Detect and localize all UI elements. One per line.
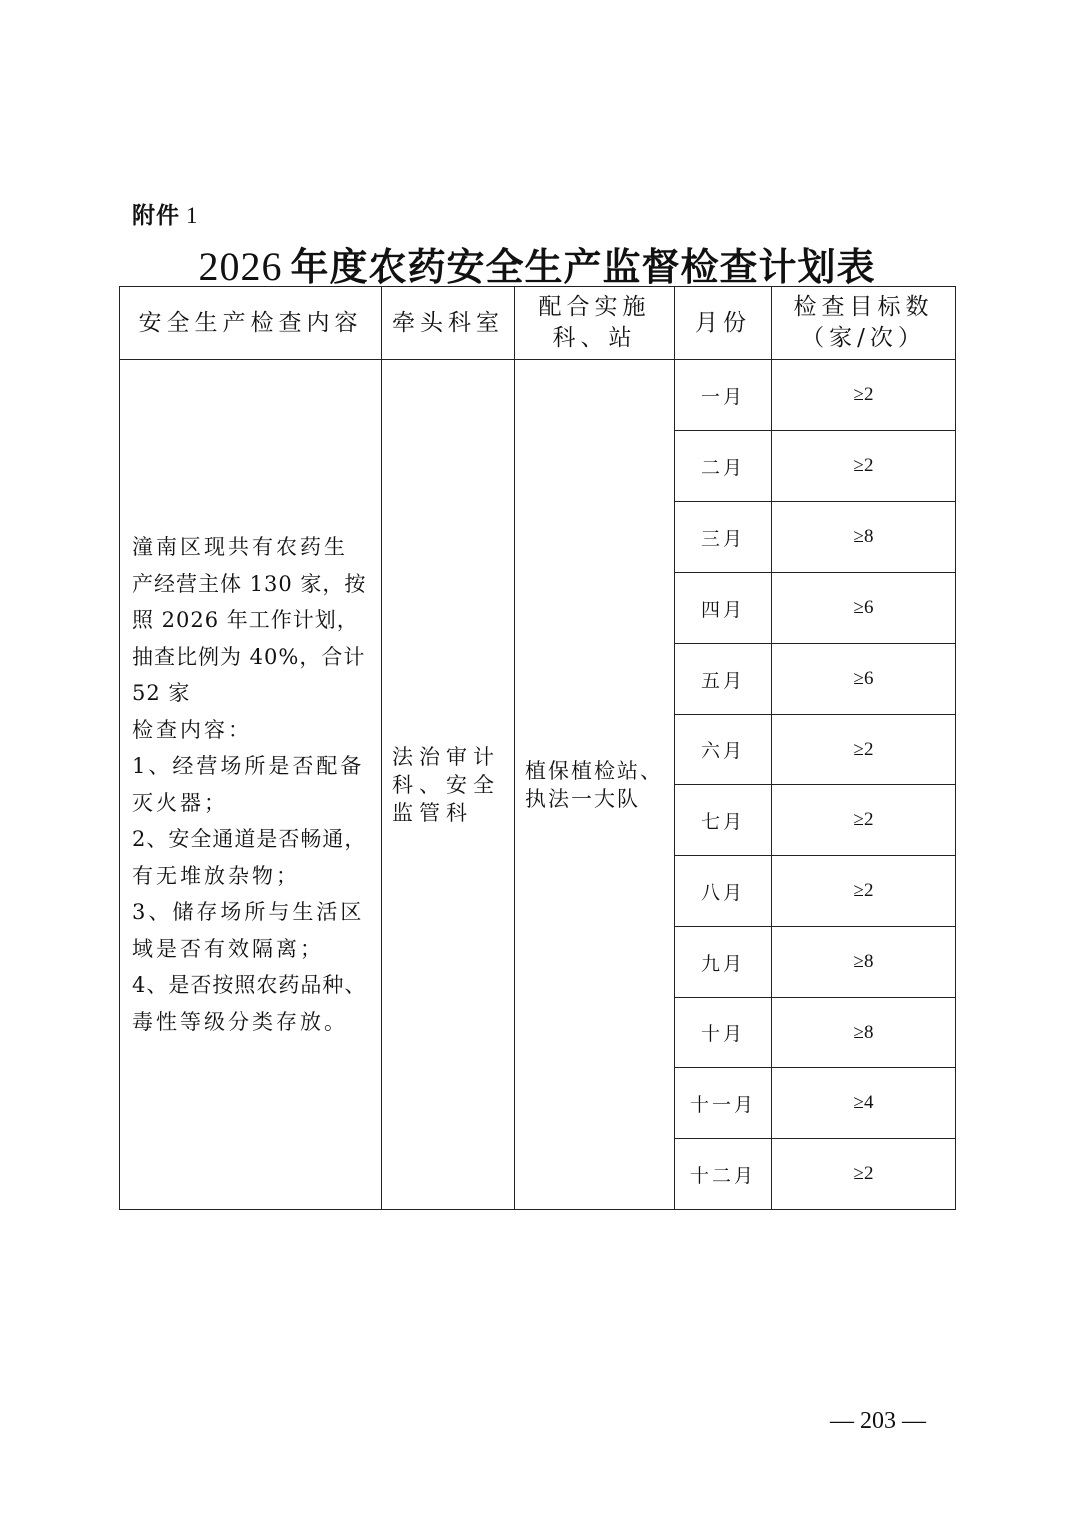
content-line: 1、经营场所是否配备 bbox=[132, 754, 365, 778]
target-cell: ≥2 bbox=[772, 856, 956, 927]
target-cell: ≥8 bbox=[772, 927, 956, 998]
header-target bbox=[772, 287, 956, 360]
target-cell: ≥8 bbox=[772, 502, 956, 573]
lead-dept-line: 科、安全 bbox=[392, 772, 500, 797]
header-target-line2: （家/次） bbox=[801, 325, 926, 351]
inspection-content-cell bbox=[120, 360, 382, 1210]
month-cell: 二月 bbox=[675, 431, 772, 502]
page-number: — 203 — bbox=[830, 1408, 926, 1434]
month-cell: 四月 bbox=[675, 573, 772, 644]
table-header-row bbox=[120, 287, 956, 360]
content-line: 52 家 bbox=[132, 681, 191, 705]
title-text: 年度农药安全生产监督检查计划表 bbox=[290, 245, 876, 289]
target-cell: ≥2 bbox=[772, 1139, 956, 1210]
document-title bbox=[0, 236, 1074, 291]
header-lead-dept: 牵头科室 bbox=[382, 287, 515, 360]
header-coop-line1: 配合实施 bbox=[538, 294, 651, 320]
inspection-plan-table bbox=[119, 286, 956, 1210]
target-cell: ≥6 bbox=[772, 644, 956, 715]
content-line: 4、是否按照农药品种、 bbox=[132, 973, 367, 997]
header-coop bbox=[515, 287, 675, 360]
content-line: 检查内容： bbox=[132, 717, 252, 742]
header-month: 月份 bbox=[675, 287, 772, 360]
attachment-text: 附件 bbox=[132, 203, 180, 229]
content-line: 灭火器； bbox=[132, 790, 228, 815]
lead-dept-line: 法治审计 bbox=[392, 744, 500, 769]
content-line: 毒性等级分类存放。 bbox=[132, 1009, 348, 1034]
table-row bbox=[120, 360, 956, 431]
content-line: 3、储存场所与生活区 bbox=[132, 900, 365, 924]
lead-dept-line: 监管科 bbox=[392, 800, 473, 825]
target-cell: ≥2 bbox=[772, 715, 956, 785]
coop-dept-cell bbox=[515, 360, 675, 1210]
month-cell: 六月 bbox=[675, 715, 772, 785]
content-line: 抽查比例为 40%，合计 bbox=[132, 644, 366, 669]
month-cell: 三月 bbox=[675, 502, 772, 573]
content-line: 照 2026 年工作计划， bbox=[132, 608, 359, 632]
target-cell: ≥2 bbox=[772, 785, 956, 856]
content-line: 有无堆放杂物； bbox=[132, 863, 300, 888]
content-line: 2、安全通道是否畅通， bbox=[132, 827, 367, 851]
content-line: 产经营主体 130 家，按 bbox=[132, 571, 367, 596]
content-line: 域是否有效隔离； bbox=[132, 936, 324, 961]
month-cell: 十月 bbox=[675, 998, 772, 1068]
target-cell: ≥8 bbox=[772, 998, 956, 1068]
month-cell: 一月 bbox=[675, 360, 772, 431]
header-coop-line2: 科、站 bbox=[552, 325, 637, 351]
header-content: 安全生产检查内容 bbox=[120, 287, 382, 360]
header-target-line1: 检查目标数 bbox=[793, 294, 934, 320]
lead-dept-cell bbox=[382, 360, 515, 1210]
target-cell: ≥6 bbox=[772, 573, 956, 644]
attachment-label bbox=[132, 197, 199, 230]
attachment-number: 1 bbox=[186, 203, 199, 228]
month-cell: 十二月 bbox=[675, 1139, 772, 1210]
coop-line: 执法一大队 bbox=[525, 786, 640, 811]
title-year: 2026 bbox=[198, 244, 283, 289]
content-line: 潼南区现共有农药生 bbox=[132, 535, 348, 559]
target-cell: ≥2 bbox=[772, 360, 956, 431]
coop-line: 植保植检站、 bbox=[525, 758, 663, 783]
month-cell: 九月 bbox=[675, 927, 772, 998]
target-cell: ≥2 bbox=[772, 431, 956, 502]
month-cell: 十一月 bbox=[675, 1068, 772, 1139]
month-cell: 五月 bbox=[675, 644, 772, 715]
month-cell: 七月 bbox=[675, 785, 772, 856]
target-cell: ≥4 bbox=[772, 1068, 956, 1139]
month-cell: 八月 bbox=[675, 856, 772, 927]
